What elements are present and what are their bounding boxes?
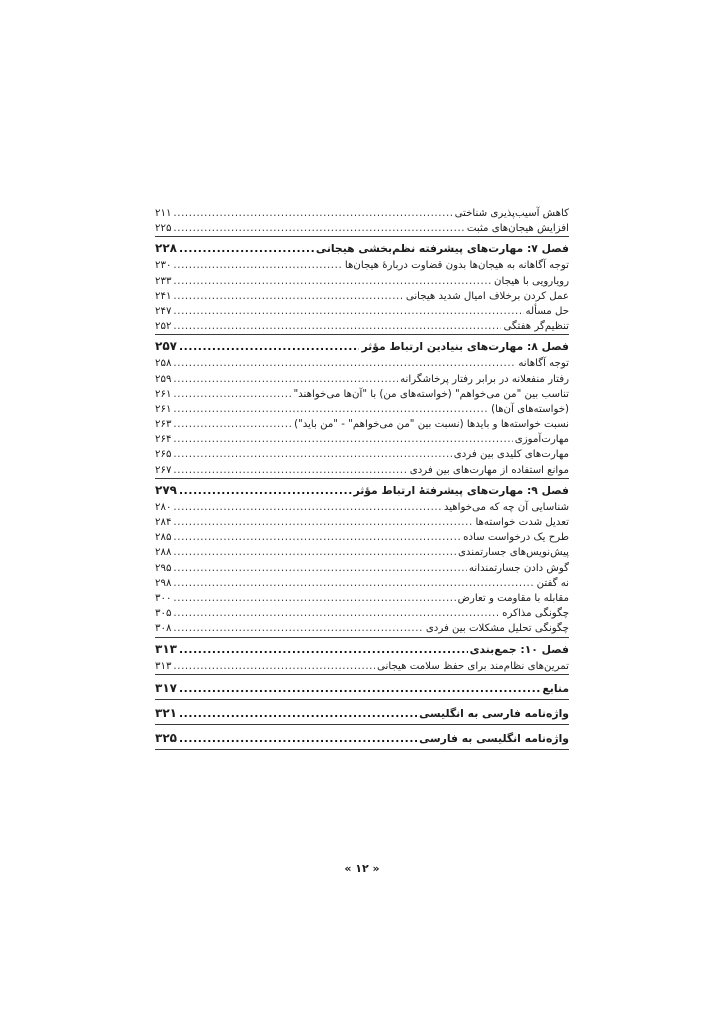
- toc-entry: [155, 402, 569, 417]
- toc-entry-title: مقابله با مقاومت و تعارض: [457, 592, 569, 604]
- toc-entry-page: ۲۶۳: [155, 419, 172, 431]
- toc-entry-title: مهارت‌آموزی: [514, 434, 569, 446]
- toc-entry-title: حل مسأله: [525, 305, 569, 317]
- toc-leader-dots: [179, 239, 314, 258]
- toc-entry-page: ۳۰۵: [155, 608, 172, 620]
- toc-entry-title: توجه آگاهانه: [518, 358, 569, 370]
- chapter-page: ۳۱۳: [155, 641, 177, 656]
- toc-entry-page: ۲۴۱: [155, 290, 172, 302]
- toc-entry-title: شناسایی آن چه که می‌خواهید: [443, 501, 569, 513]
- toc-leader-dots: [173, 206, 452, 221]
- chapter-title: فصل ۹: مهارت‌های پیشرفتهٔ ارتباط مؤثر: [353, 483, 569, 497]
- toc-entry: [155, 206, 569, 221]
- toc-group-carry-over: [155, 206, 569, 237]
- chapter-title: فصل ۷: مهارت‌های پیشرفته نظم‌بخشی هیجانی: [315, 242, 569, 256]
- toc-entry: [155, 606, 569, 621]
- toc-leader-dots: [173, 289, 403, 304]
- glossary-fa-en-title: واژه‌نامه فارسی به انگلیسی: [419, 706, 569, 720]
- chapter-title: فصل ۸: مهارت‌های بنیادین ارتباط مؤثر: [361, 340, 569, 354]
- toc-leader-dots: [173, 606, 500, 621]
- toc-entry: [155, 463, 569, 478]
- toc-entry-title: کاهش آسیب‌پذیری شناختی: [454, 208, 569, 219]
- toc-entry-title: پیش‌نویس‌های جسارتمندی: [457, 547, 569, 559]
- toc-entry-title: تعدیل شدت خواسته‌ها: [475, 517, 569, 528]
- page-number: « ۱۲ »: [344, 862, 380, 875]
- toc-leader-dots: [173, 561, 466, 576]
- toc-entry: [155, 561, 569, 576]
- toc-leader-dots: [179, 728, 417, 750]
- toc-entry-title: طرح یک درخواست ساده: [463, 532, 569, 544]
- toc-entry-page: ۲۱۱: [155, 208, 172, 219]
- toc-entry: [155, 387, 569, 402]
- toc-leader-dots: [173, 500, 441, 515]
- chapter-title: فصل ۱۰: جمع‌بندی: [469, 642, 569, 656]
- toc-entry-page: ۲۶۱: [155, 403, 172, 415]
- toc-entry: [155, 356, 569, 371]
- chapter-heading: [155, 481, 569, 500]
- toc-group-glossary-fa-en: [155, 702, 569, 725]
- toc-entry-page: ۲۸۸: [155, 547, 172, 559]
- back-matter-heading: [155, 727, 569, 749]
- toc-leader-dots: [179, 337, 359, 356]
- toc-entry: [155, 530, 569, 545]
- toc-group-references: [155, 677, 569, 700]
- toc-entry-title: (خواسته‌های آن‌ها): [491, 403, 569, 415]
- toc-entry: [155, 417, 569, 432]
- chapter-page: ۲۷۹: [155, 482, 177, 497]
- toc-leader-dots: [173, 372, 398, 387]
- toc-entry-page: ۲۸۰: [155, 501, 172, 513]
- toc-leader-dots: [173, 417, 292, 432]
- toc-entry-title: افزایش هیجان‌های مثبت: [466, 223, 569, 235]
- toc-leader-dots: [179, 678, 540, 700]
- toc-leader-dots: [173, 530, 461, 545]
- toc-leader-dots: [173, 621, 423, 636]
- toc-leader-dots: [173, 432, 512, 447]
- toc-entry: [155, 500, 569, 515]
- toc-leader-dots: [179, 703, 417, 725]
- toc-entry: [155, 432, 569, 447]
- toc-entry-title: توجه آگاهانه به هیجان‌ها بدون قضاوت دربارهٔ هیجان‌ها: [344, 260, 569, 272]
- toc-entry-page: ۲۳۳: [155, 275, 172, 287]
- chapter-heading: [155, 640, 569, 659]
- toc-leader-dots: [173, 659, 375, 674]
- toc-entry-page: ۲۵۸: [155, 358, 172, 370]
- toc-entry: [155, 319, 569, 334]
- toc-leader-dots: [179, 481, 352, 500]
- toc-leader-dots: [173, 447, 451, 462]
- toc-group-chapter-8: [155, 337, 569, 479]
- toc-leader-dots: [173, 319, 501, 334]
- toc-entry-title: تنظیم‌گر هفتگی: [503, 321, 569, 333]
- chapter-heading: [155, 337, 569, 356]
- toc-entry-page: ۲۲۵: [155, 223, 172, 235]
- back-matter-heading: [155, 677, 569, 699]
- toc-entry-title: موانع استفاده از مهارت‌های بین فردی: [409, 464, 569, 476]
- toc-entry-page: ۲۹۵: [155, 562, 172, 574]
- toc-entry-title: چگونگی تحلیل مشکلات بین فردی: [425, 623, 569, 635]
- toc-entry-page: ۲۶۷: [155, 464, 172, 476]
- toc-entry: [155, 289, 569, 304]
- references-page: ۳۱۷: [155, 680, 177, 695]
- toc-entry-page: ۲۸۴: [155, 517, 172, 528]
- chapter-page: ۲۲۸: [155, 241, 177, 256]
- glossary-en-fa-title: واژه‌نامه انگلیسی به فارسی: [419, 731, 569, 745]
- toc-entry-page: ۳۱۳: [155, 660, 172, 672]
- toc-entry-page: ۳۰۸: [155, 623, 172, 635]
- toc-entry-page: ۲۶۵: [155, 449, 172, 461]
- toc-entry-title: مهارت‌های کلیدی بین فردی: [453, 449, 569, 461]
- toc-leader-dots: [173, 387, 291, 402]
- glossary-en-fa-page: ۳۲۵: [155, 730, 177, 745]
- toc-entry: [155, 576, 569, 591]
- toc-entry-page: ۳۰۰: [155, 592, 172, 604]
- toc-entry-page: ۲۶۴: [155, 434, 172, 446]
- toc-entry: [155, 659, 569, 674]
- toc-leader-dots: [173, 591, 455, 606]
- toc-entry-page: ۲۳۰: [155, 260, 172, 272]
- toc-leader-dots: [173, 545, 456, 560]
- toc-leader-dots: [173, 402, 489, 417]
- toc-entry: [155, 447, 569, 462]
- toc-entry: [155, 274, 569, 289]
- toc-entry-title: عمل کردن برخلاف امیال شدید هیجانی: [405, 290, 569, 302]
- toc-entry: [155, 221, 569, 236]
- toc-entry: [155, 515, 569, 530]
- toc-entry: [155, 621, 569, 636]
- toc-entry-page: ۲۶۱: [155, 388, 172, 400]
- toc-leader-dots: [173, 356, 516, 371]
- toc-entry: [155, 304, 569, 319]
- toc-leader-dots: [173, 258, 342, 273]
- toc-leader-dots: [173, 463, 407, 478]
- toc-entry: [155, 591, 569, 606]
- toc-group-glossary-en-fa: [155, 727, 569, 750]
- toc-group-chapter-10: [155, 640, 569, 675]
- toc-group-chapter-9: [155, 481, 569, 638]
- toc-entry-page: ۲۵۲: [155, 321, 172, 333]
- toc-entry-title: رویارویی با هیجان: [494, 275, 569, 287]
- toc-leader-dots: [173, 515, 473, 530]
- back-matter-heading: [155, 702, 569, 724]
- toc-leader-dots: [179, 640, 468, 659]
- toc-entry-page: ۲۹۸: [155, 577, 172, 589]
- table-of-contents: [155, 206, 569, 750]
- chapter-page: ۲۵۷: [155, 339, 177, 354]
- toc-entry-title: چگونگی مذاکره: [502, 608, 569, 620]
- toc-entry: [155, 372, 569, 387]
- toc-entry: [155, 258, 569, 273]
- toc-entry-page: ۲۵۹: [155, 373, 172, 385]
- toc-leader-dots: [173, 576, 534, 591]
- glossary-fa-en-page: ۳۲۱: [155, 705, 177, 720]
- toc-leader-dots: [173, 221, 464, 236]
- toc-entry-title: تناسب بین "من می‌خواهم" (خواسته‌های من) با "آن‌ها می‌خواهند": [293, 388, 569, 400]
- toc-leader-dots: [173, 274, 492, 289]
- toc-entry-title: نه گفتن: [536, 577, 569, 589]
- toc-entry-page: ۲۸۵: [155, 532, 172, 544]
- toc-entry-title: تمرین‌های نظام‌مند برای حفظ سلامت هیجانی: [377, 660, 569, 672]
- toc-entry-title: نسبت خواسته‌ها و بایدها (نسبت بین "من می‌خواهم" - "من باید"): [294, 419, 569, 431]
- toc-leader-dots: [173, 304, 523, 319]
- toc-entry: [155, 545, 569, 560]
- chapter-heading: [155, 239, 569, 258]
- toc-entry-title: رفتار منفعلانه در برابر رفتار پرخاشگرانه: [400, 373, 569, 385]
- toc-group-chapter-7: [155, 239, 569, 335]
- toc-entry-title: گوش دادن جسارتمندانه: [468, 562, 569, 574]
- references-title: منابع: [542, 681, 569, 695]
- toc-entry-page: ۲۴۷: [155, 305, 172, 317]
